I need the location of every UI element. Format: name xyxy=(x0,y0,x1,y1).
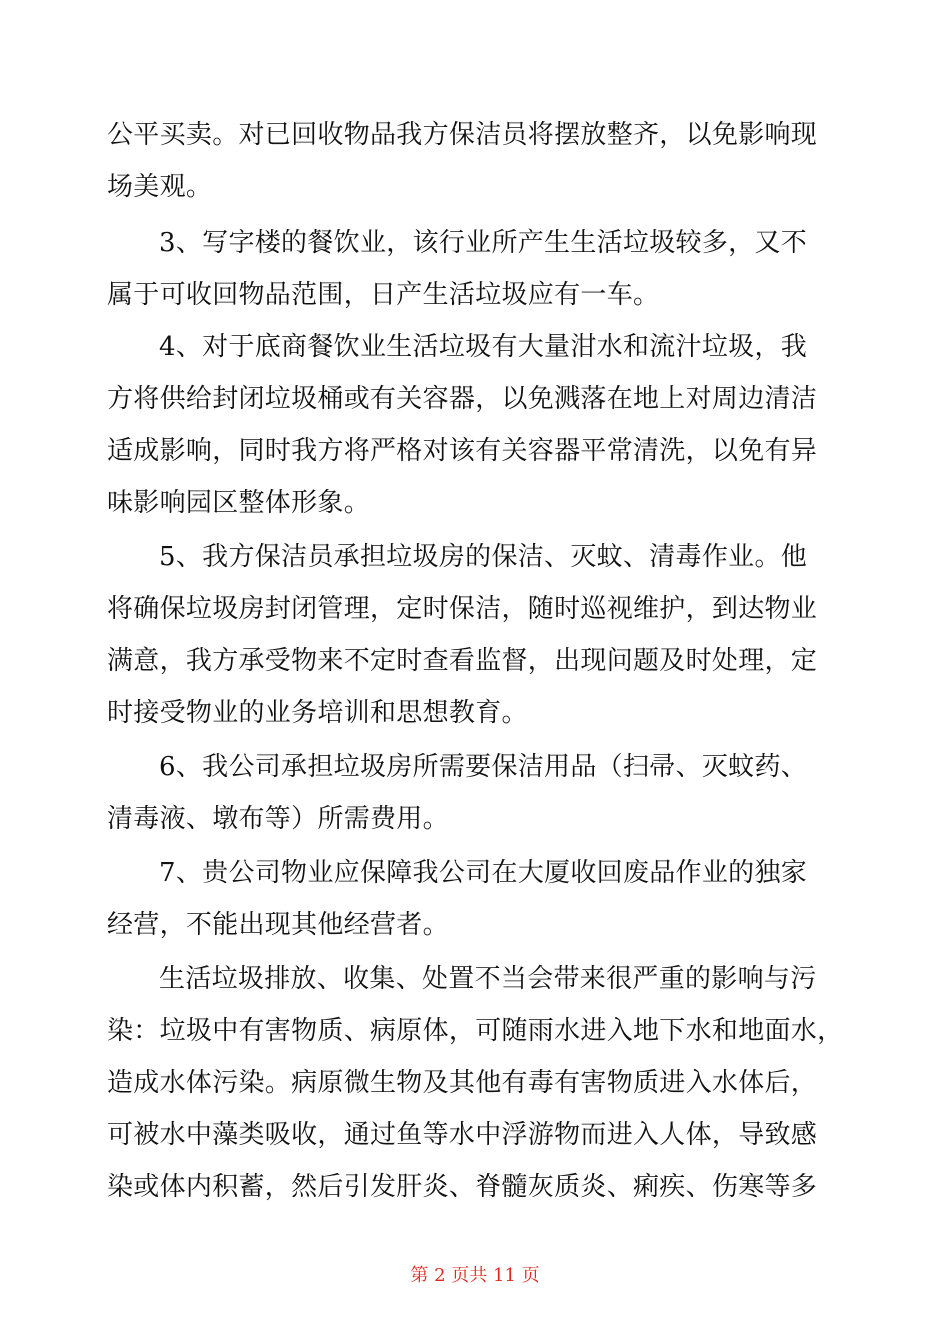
text-line: 经营，不能出现其他经营者。 xyxy=(107,910,449,940)
text-line: 造成水体污染。病原微生物及其他有毒有害物质进入水体后， xyxy=(107,1068,818,1098)
text-line: 适成影响，同时我方将严格对该有关容器平常清洗，以免有异 xyxy=(107,436,818,466)
text-line: 方将供给封闭垃圾桶或有关容器，以免溅落在地上对周边清洁 xyxy=(107,384,818,414)
text-line: 场美观。 xyxy=(107,172,213,202)
text-line: 时接受物业的业务培训和思想教育。 xyxy=(107,698,528,728)
text-line: 味影响园区整体形象。 xyxy=(107,488,371,518)
text-line: 7、贵公司物业应保障我公司在大厦收回废品作业的独家 xyxy=(159,858,808,888)
text-line: 公平买卖。对已回收物品我方保洁员将摆放整齐，以免影响现 xyxy=(107,120,818,150)
text-line: 染：垃圾中有害物质、病原体，可随雨水进入地下水和地面水， xyxy=(107,1016,844,1046)
text-line: 将确保垃圾房封闭管理，定时保洁，随时巡视维护，到达物业 xyxy=(107,594,818,624)
text-line: 可被水中藻类吸收，通过鱼等水中浮游物而进入人体，导致感 xyxy=(107,1120,818,1150)
text-line: 5、我方保洁员承担垃圾房的保洁、灭蚊、清毒作业。他 xyxy=(159,542,808,572)
text-line: 属于可收回物品范围，日产生活垃圾应有一车。 xyxy=(107,280,660,310)
text-line: 生活垃圾排放、收集、处置不当会带来很严重的影响与污 xyxy=(159,964,817,994)
text-line: 清毒液、墩布等）所需费用。 xyxy=(107,804,449,834)
text-line: 6、我公司承担垃圾房所需要保洁用品（扫帚、灭蚊药、 xyxy=(159,752,808,782)
text-line: 满意，我方承受物来不定时查看监督，出现问题及时处理，定 xyxy=(107,646,818,676)
page-number-footer: 第 2 页共 11 页 xyxy=(410,1265,540,1286)
text-line: 染或体内积蓄，然后引发肝炎、脊髓灰质炎、痢疾、伤寒等多 xyxy=(107,1172,818,1202)
text-line: 4、对于底商餐饮业生活垃圾有大量泔水和流汁垃圾，我 xyxy=(159,332,808,362)
text-line: 3、写字楼的餐饮业，该行业所产生生活垃圾较多，又不 xyxy=(159,228,808,258)
